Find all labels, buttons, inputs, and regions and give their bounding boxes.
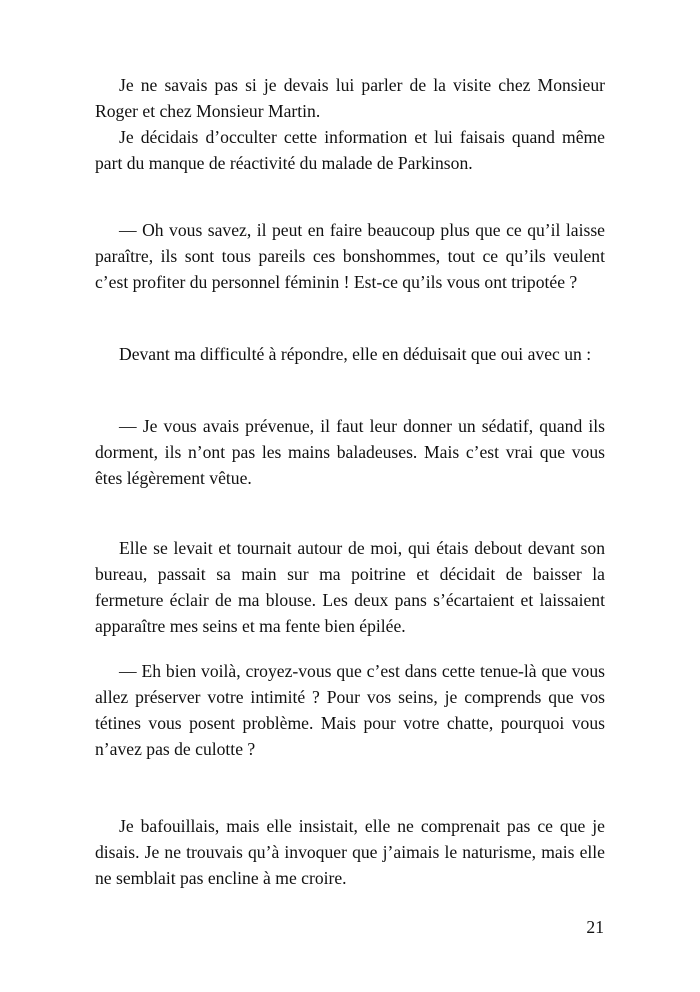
paragraph: Je décidais d’occulter cette information et lui faisais quand même part du manque de réactivité du malade de Parkinson. xyxy=(95,127,605,173)
text-block xyxy=(95,72,605,176)
text-block xyxy=(95,341,605,367)
text-block xyxy=(95,413,605,491)
paragraph: Je ne savais pas si je devais lui parler de la visite chez Monsieur Roger et chez Monsieur Martin. xyxy=(95,75,605,121)
text-block xyxy=(95,658,605,762)
paragraph: Devant ma difficulté à répondre, elle en déduisait que oui avec un : xyxy=(119,344,592,364)
paragraph: Je bafouillais, mais elle insistait, elle ne comprenait pas ce que je disais. Je ne trouvais qu’à invoquer que j’aimais le naturisme, mais elle ne semblait pas encline à me croire. xyxy=(95,816,605,888)
text-block xyxy=(95,217,605,295)
paragraph: — Oh vous savez, il peut en faire beaucoup plus que ce qu’il laisse paraître, ils sont tous pareils ces bonshommes, tout ce qu’ils veulent c’est profiter du personnel féminin ! Est-ce qu’ils vous ont tripotée ? xyxy=(95,220,605,292)
paragraph: — Je vous avais prévenue, il faut leur donner un sédatif, quand ils dorment, ils n’ont pas les mains baladeuses. Mais c’est vrai que vous êtes légèrement vêtue. xyxy=(95,416,605,488)
text-block xyxy=(95,813,605,891)
paragraph: Elle se levait et tournait autour de moi, qui étais debout devant son bureau, passait sa main sur ma poitrine et décidait de baisser la fermeture éclair de ma blouse. Les deux pans s’écartaient et laissaient apparaître mes seins et ma fente bien épilée. xyxy=(95,538,605,636)
paragraph: — Eh bien voilà, croyez-vous que c’est dans cette tenue-là que vous allez préserver votre intimité ? Pour vos seins, je comprends que vos tétines vous posent problème. Mais pour votre chatte, pourquoi vous n’avez pas de culotte ? xyxy=(95,661,605,759)
page-number: 21 xyxy=(586,917,604,937)
text-block xyxy=(95,535,605,639)
